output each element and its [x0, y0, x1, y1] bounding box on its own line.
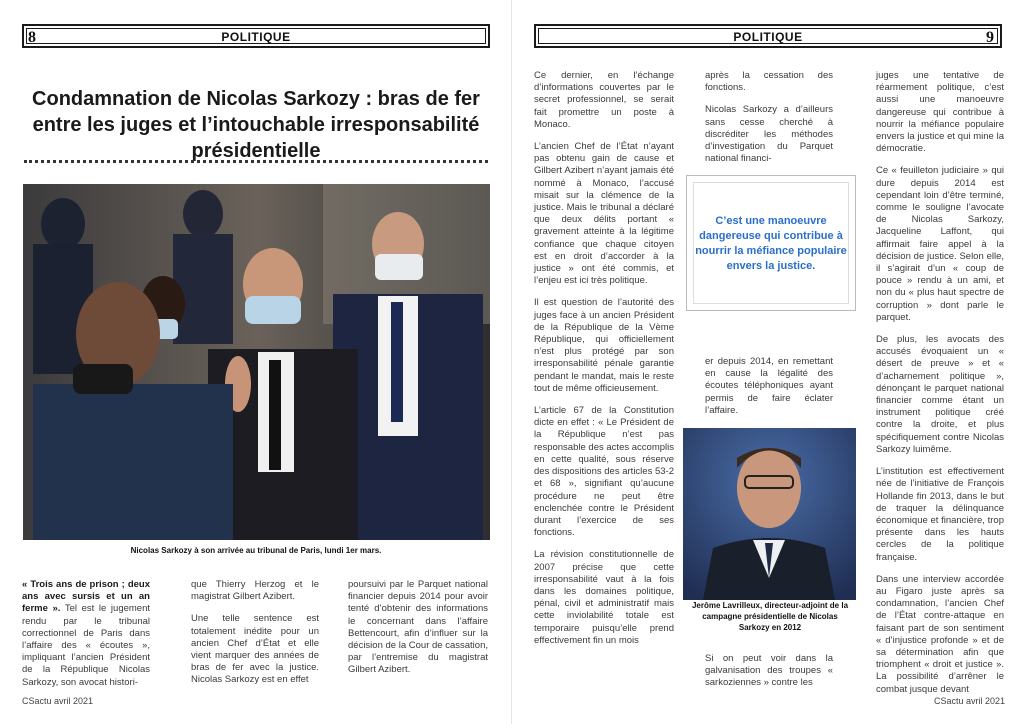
paragraph: Si on peut voir dans la galvanisation des troupes « sarkoziennes » contre les: [705, 653, 833, 689]
left-section-title: POLITIQUE: [221, 30, 291, 44]
right-column-2-top: [705, 70, 833, 175]
paragraph: Ce dernier, en l’échange d’informations couvertes par le secret professionnel, se serait fait promettre un poste à Monaco.: [534, 70, 674, 130]
paragraph: juges une tentative de réarmement politique, c’est aussi une manoeuvre dangereuse qui contribue à nourrir la méfiance populaire envers la justice et qui mine la démocratie.: [876, 70, 1004, 155]
left-page-number: 8: [28, 29, 36, 46]
pull-quote-box: [686, 175, 856, 311]
right-section-title: POLITIQUE: [733, 30, 803, 44]
main-photo-caption: Nicolas Sarkozy à son arrivée au tribunal de Paris, lundi 1er mars.: [130, 546, 382, 555]
paragraph: Dans une interview accordée au Figaro juste après sa condamnation, l’ancien Chef de l’État contre-attaque en faisant part de son sentiment « d’injustice profonde » et de sa détermination afin que triomphent « droit et justice ». La possibilité d’arrêner le combat jusque devant: [876, 573, 1004, 695]
lead-quote: « Trois ans de prison ; deux ans avec sursis et un an ferme ».: [22, 579, 150, 615]
photo-illustration: [23, 184, 490, 540]
paragraph: Une telle sentence est totalement inédite pour un ancien Chef d’État et elle vient marquer des années de bras de fer avec la justice. Nicolas Sarkozy est en effet: [191, 613, 319, 686]
left-column-3: [348, 579, 488, 687]
right-header-bar: [534, 24, 1002, 48]
lead-paragraph: [22, 579, 150, 689]
lead-text: Tel est le jugement rendu par le tribunal correctionnel de Paris dans l’affaire des « écoutes », impliquant l’ancien Président de la République Nicolas Sarkozy, son avocat histori-: [22, 603, 151, 688]
article-headline: Condamnation de Nicolas Sarkozy : bras de fer entre les juges et l’intouchable irresponsabilité présidentielle: [32, 88, 480, 162]
right-column-3: [876, 70, 1004, 706]
paragraph: De plus, les avocats des accusés évoquaient un « désert de preuve » et « d’acharnement politique », dénonçant le parquet national financier comme étant un instrument politique créé contre la droite, et plus spécifiquement contre Nicolas Sarkozy luimême.: [876, 334, 1004, 455]
lavrilleux-portrait-photo: [683, 428, 856, 600]
paragraph: La révision constitutionnelle de 2007 précise que cette irresponsabilité vaut à la fois dans les domaines politique, pénal, civil et administratif mais cette inviolabilité totale est temporaire puisqu’elle prend effectivement fin un mois: [534, 549, 674, 646]
left-column-1: [22, 579, 150, 699]
paragraph: er depuis 2014, en remettant en cause la légalité des écoutes téléphoniques ayant permis de faire éclater l’affaire.: [705, 356, 833, 416]
paragraph: Ce « feuilleton judiciaire » qui dure depuis 2014 est cependant loin d’être terminé, comme le souligne l’avocate de Nicolas Sarkozy, Jacqueline Laffont, qui affirmait faire appel à la décision de justice. Selon elle, il s’agirait d’un « coup de pouce » rendu à un ami, et non du « plus haut spectre de corruption » dont parle le parquet.: [876, 165, 1004, 323]
paragraph: L’institution est effectivement née de l’initiative de François Hollande fin 2013, dans le but de traquer la délinquance économique et financière, trop présente dans les hauts cercles de la politique française.: [876, 466, 1004, 563]
left-column-2: [191, 579, 319, 697]
portrait-illustration: [683, 428, 856, 600]
right-column-1: [534, 70, 674, 657]
right-column-2-bottom: [705, 653, 833, 700]
portrait-caption: Jerôme Lavrilleux, directeur-adjoint de la campagne présidentielle de Nicolas Sarkozy en 2012: [691, 601, 849, 632]
pull-quote-text: C’est une manoeuvre dangereuse qui contribue à nourrir la méfiance populaire envers la justice.: [695, 215, 847, 272]
right-column-2-mid: [705, 356, 833, 427]
dotted-divider: [24, 160, 488, 163]
right-page-number: 9: [986, 29, 994, 46]
paragraph: que Thierry Herzog et le magistrat Gilbert Azibert.: [191, 579, 319, 603]
sarkozy-arrival-photo: [23, 184, 490, 540]
paragraph: après la cessation des fonctions.: [705, 70, 833, 94]
paragraph: L’article 67 de la Constitution dicte en effet : « Le Président de la République n’est pas responsable des actes accomplis en cette qualité, sous réserve des dispositions des articles 53-2 et 68 », signifiant qu’aucune procédure ne peut être enclenchée contre le Président durant l’exercice de ses fonctions.: [534, 405, 674, 539]
paragraph: L’ancien Chef de l’État n’ayant pas obtenu gain de cause et Gilbert Azibert n’ayant jamais été nommé à Monaco, l’accusé misait sur la clémence de la justice. Mais le tribunal a déclaré que deux délits portant « gravement atteinte à la légitime confiance que chaque citoyen est en droit d’accorder à la justice » ont été commis, et l’enjeu est ici très politique.: [534, 141, 674, 287]
paragraph: Nicolas Sarkozy a d’ailleurs sans cesse cherché à discréditer les méthodes d’investigation du Parquet national financi-: [705, 104, 833, 165]
left-header-bar: [22, 24, 490, 48]
paragraph: poursuivi par le Parquet national financier depuis 2014 pour avoir tenté d’obtenir des informations le concernant dans l’affaire Bettencourt, afin d’influer sur la décision de la Cour de cassation, par l’entremise du magistrat Gilbert Azibert.: [348, 579, 488, 676]
paragraph: Il est question de l’autorité des juges face à un ancien Président de la République de la Vème République, qui officiellement n’est plus protégé par son irresponsabilité pénale garantie pendant le mandat, mais le reste tout de même officieusement.: [534, 297, 674, 394]
left-footer: CSactu avril 2021: [22, 696, 94, 706]
right-footer: CSactu avril 2021: [934, 696, 1006, 706]
